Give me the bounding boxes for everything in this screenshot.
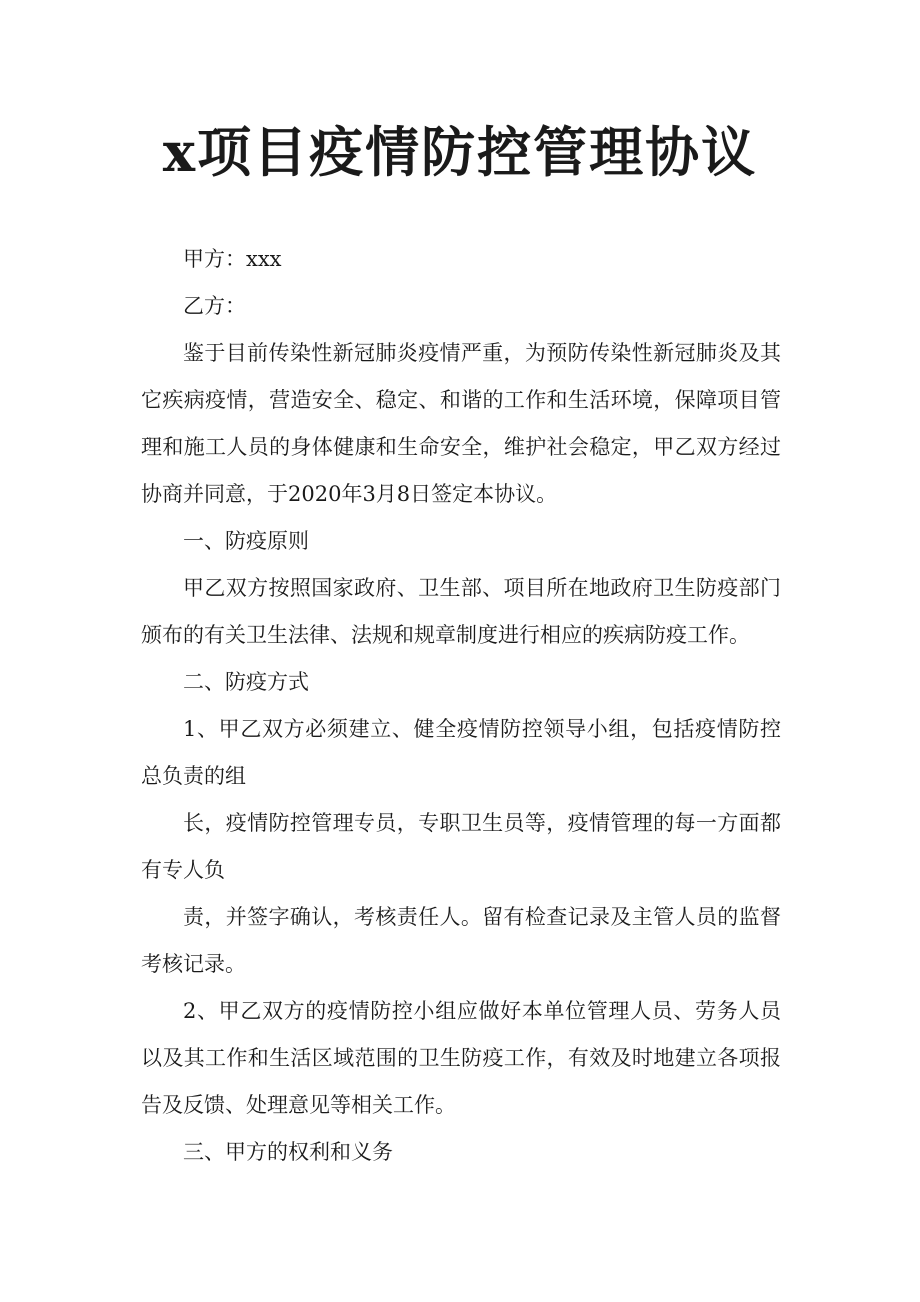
section-2-heading: 二、防疫方式 (183, 670, 309, 694)
section-3-heading: 三、甲方的权利和义务 (183, 1140, 393, 1164)
preamble-paragraph: 鉴于目前传染性新冠肺炎疫情严重，为预防传染性新冠肺炎及其它疾病疫情，营造安全、稳定、和谐的工作和生活环境，保障项目管理和施工人员的身体健康和生命安全，维护社会稳定，甲乙双方经过协商并同意，于2020年3月8日签定本协议。 (141, 341, 781, 506)
item-1-paragraph-b: 长，疫情防控管理专员，专职卫生员等，疫情管理的每一方面都有专人负 (141, 811, 781, 882)
item-1-paragraph-c: 责，并签字确认，考核责任人。留有检查记录及主管人员的监督考核记录。 (141, 905, 781, 976)
party-a-line: 甲方：xxx (183, 247, 282, 271)
section-1-heading: 一、防疫原则 (183, 529, 309, 553)
party-b-line: 乙方： (183, 294, 246, 318)
item-1-paragraph-a: 1、甲乙双方必须建立、健全疫情防控领导小组，包括疫情防控总负责的组 (141, 717, 781, 788)
document-title: x项目疫情防控管理协议 (162, 120, 758, 184)
section-1-paragraph: 甲乙双方按照国家政府、卫生部、项目所在地政府卫生防疫部门颁布的有关卫生法律、法规和规章制度进行相应的疾病防疫工作。 (141, 576, 781, 647)
item-2-paragraph: 2、甲乙双方的疫情防控小组应做好本单位管理人员、劳务人员以及其工作和生活区域范围的卫生防疫工作，有效及时地建立各项报告及反馈、处理意见等相关工作。 (141, 999, 781, 1117)
document-body (141, 236, 781, 1176)
